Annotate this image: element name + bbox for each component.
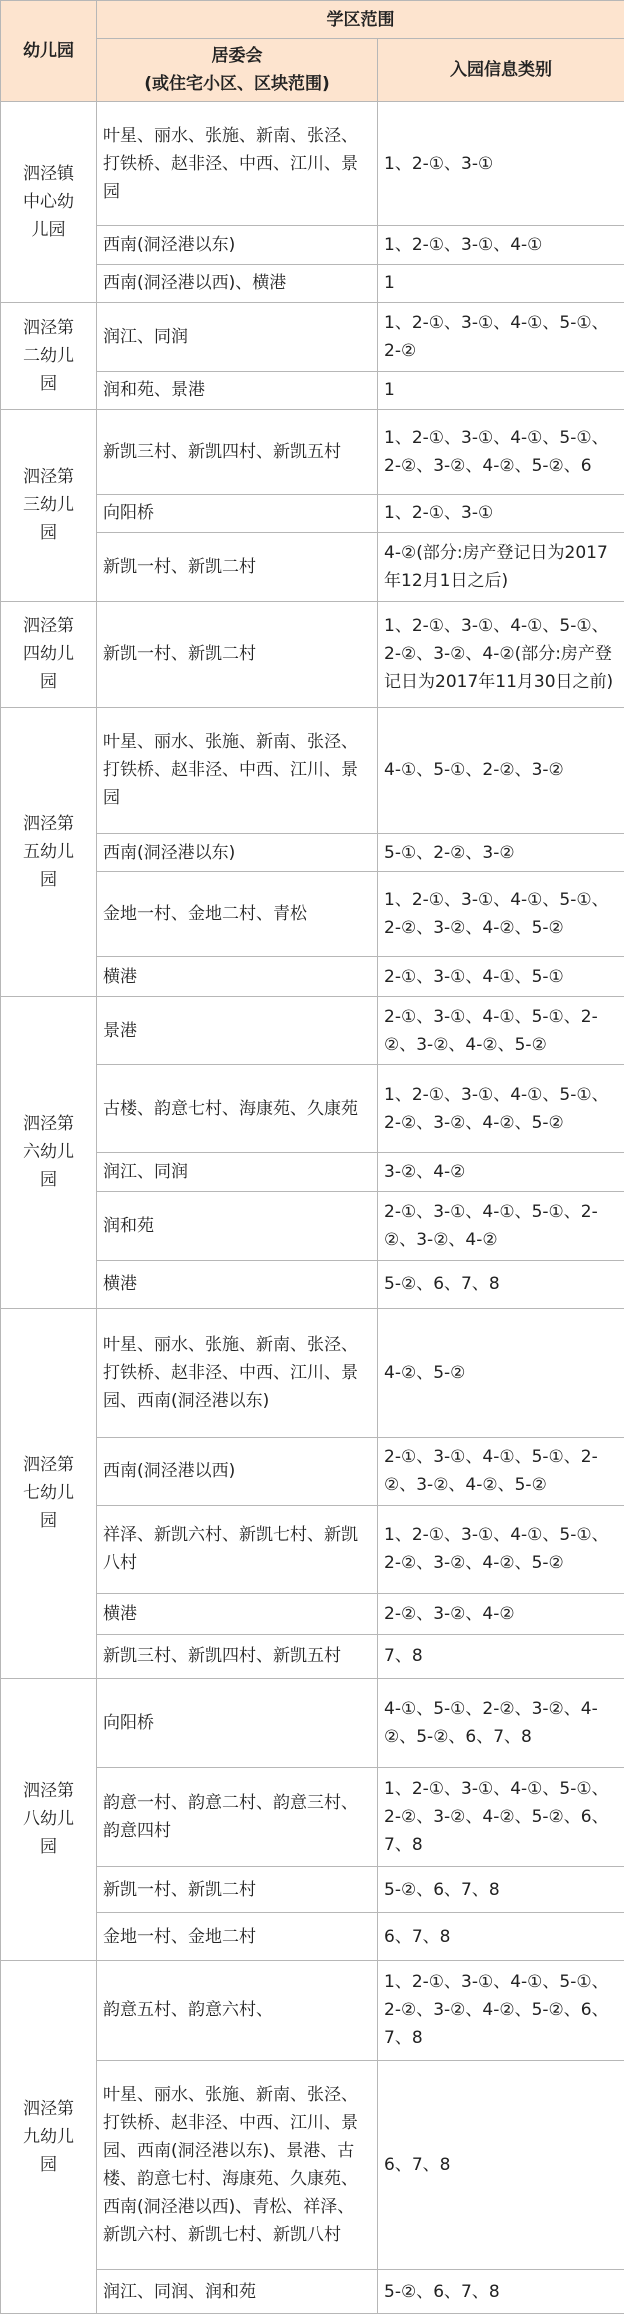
category-cell: 1、2-①、3-①、4-①、5-①、2-②、3-②、4-②、5-②、6 bbox=[378, 409, 624, 494]
category-cell: 2-①、3-①、4-①、5-①、2-②、3-②、4-② bbox=[378, 1192, 624, 1261]
kindergarten-name: 泗泾镇中心幼儿园 bbox=[1, 102, 97, 303]
kindergarten-name: 泗泾第四幼儿园 bbox=[1, 601, 97, 707]
region-cell: 叶星、丽水、张施、新南、张泾、打铁桥、赵非泾、中西、江川、景园、西南(洞泾港以东)、景港、古楼、韵意七村、海康苑、久康苑、西南(洞泾港以西)、青松、祥泽、新凯六村、新凯七村、新凯八村 bbox=[97, 2060, 378, 2270]
region-cell: 祥泽、新凯六村、新凯七村、新凯八村 bbox=[97, 1506, 378, 1593]
category-cell: 7、8 bbox=[378, 1635, 624, 1679]
category-cell: 5-①、2-②、3-② bbox=[378, 834, 624, 872]
category-cell: 2-①、3-①、4-①、5-① bbox=[378, 957, 624, 996]
category-cell: 6、7、8 bbox=[378, 1913, 624, 1961]
kindergarten-name: 泗泾第三幼儿园 bbox=[1, 409, 97, 601]
table-row bbox=[1, 707, 624, 834]
category-cell: 1、2-①、3-①、4-①、5-①、2-②、3-②、4-②、5-②、6、7、8 bbox=[378, 1961, 624, 2060]
category-cell: 2-②、3-②、4-② bbox=[378, 1593, 624, 1634]
category-cell: 1、2-①、3-①、4-①、5-①、2-②、3-②、4-②、5-②、6、7、8 bbox=[378, 1768, 624, 1867]
category-cell: 1、2-①、3-① bbox=[378, 494, 624, 532]
region-cell: 西南(洞泾港以西) bbox=[97, 1437, 378, 1506]
category-cell: 1、2-①、3-①、4-①、5-①、2-②、3-②、4-②(部分:房产登记日为2017年11月30日之前) bbox=[378, 601, 624, 707]
category-cell: 4-②(部分:房产登记日为2017年12月1日之后) bbox=[378, 532, 624, 601]
category-cell: 4-①、5-①、2-②、3-②、4-②、5-②、6、7、8 bbox=[378, 1678, 624, 1767]
category-cell: 2-①、3-①、4-①、5-①、2-②、3-②、4-②、5-② bbox=[378, 996, 624, 1065]
region-cell: 叶星、丽水、张施、新南、张泾、打铁桥、赵非泾、中西、江川、景园 bbox=[97, 102, 378, 226]
table-row bbox=[1, 102, 624, 226]
region-cell: 金地一村、金地二村、青松 bbox=[97, 872, 378, 957]
region-cell: 西南(洞泾港以东) bbox=[97, 226, 378, 264]
header-district: 学区范围 bbox=[97, 1, 624, 39]
region-cell: 润江、同润、润和苑 bbox=[97, 2270, 378, 2314]
region-cell: 叶星、丽水、张施、新南、张泾、打铁桥、赵非泾、中西、江川、景园 bbox=[97, 707, 378, 834]
region-cell: 润江、同润 bbox=[97, 1152, 378, 1191]
header-committee-line2: (或住宅小区、区块范围) bbox=[144, 74, 330, 94]
region-cell: 西南(洞泾港以东) bbox=[97, 834, 378, 872]
region-cell: 景港 bbox=[97, 996, 378, 1065]
region-cell: 向阳桥 bbox=[97, 494, 378, 532]
category-cell: 5-②、6、7、8 bbox=[378, 1867, 624, 1913]
table-body bbox=[1, 102, 624, 2314]
category-cell: 1 bbox=[378, 264, 624, 302]
header-committee-line1: 居委会 bbox=[211, 46, 263, 66]
category-cell: 1、2-①、3-①、4-①、5-①、2-②、3-②、4-②、5-② bbox=[378, 872, 624, 957]
kindergarten-name: 泗泾第七幼儿园 bbox=[1, 1308, 97, 1678]
region-cell: 新凯三村、新凯四村、新凯五村 bbox=[97, 1635, 378, 1679]
region-cell: 金地一村、金地二村 bbox=[97, 1913, 378, 1961]
table-row bbox=[1, 1308, 624, 1437]
region-cell: 润江、同润 bbox=[97, 302, 378, 371]
region-cell: 横港 bbox=[97, 1593, 378, 1634]
header-kindergarten: 幼儿园 bbox=[1, 1, 97, 102]
kindergarten-name: 泗泾第二幼儿园 bbox=[1, 302, 97, 409]
region-cell: 润和苑 bbox=[97, 1192, 378, 1261]
category-cell: 5-②、6、7、8 bbox=[378, 2270, 624, 2314]
region-cell: 古楼、韵意七村、海康苑、久康苑 bbox=[97, 1065, 378, 1152]
category-cell: 4-①、5-①、2-②、3-② bbox=[378, 707, 624, 834]
category-cell: 1、2-①、3-①、4-①、5-①、2-②、3-②、4-②、5-② bbox=[378, 1065, 624, 1152]
region-cell: 叶星、丽水、张施、新南、张泾、打铁桥、赵非泾、中西、江川、景园、西南(洞泾港以东) bbox=[97, 1308, 378, 1437]
region-cell: 韵意一村、韵意二村、韵意三村、韵意四村 bbox=[97, 1768, 378, 1867]
kindergarten-name: 泗泾第八幼儿园 bbox=[1, 1678, 97, 1961]
region-cell: 新凯一村、新凯二村 bbox=[97, 601, 378, 707]
header-committee bbox=[97, 39, 378, 102]
region-cell: 润和苑、景港 bbox=[97, 371, 378, 409]
kindergarten-name: 泗泾第六幼儿园 bbox=[1, 996, 97, 1308]
table-row bbox=[1, 1678, 624, 1767]
category-cell: 1、2-①、3-①、4-① bbox=[378, 226, 624, 264]
kindergarten-name: 泗泾第五幼儿园 bbox=[1, 707, 97, 996]
table-row bbox=[1, 601, 624, 707]
region-cell: 向阳桥 bbox=[97, 1678, 378, 1767]
table-row bbox=[1, 1961, 624, 2060]
category-cell: 4-②、5-② bbox=[378, 1308, 624, 1437]
category-cell: 3-②、4-② bbox=[378, 1152, 624, 1191]
category-cell: 1 bbox=[378, 371, 624, 409]
category-cell: 6、7、8 bbox=[378, 2060, 624, 2270]
region-cell: 横港 bbox=[97, 957, 378, 996]
category-cell: 2-①、3-①、4-①、5-①、2-②、3-②、4-②、5-② bbox=[378, 1437, 624, 1506]
kindergarten-name: 泗泾第九幼儿园 bbox=[1, 1961, 97, 2314]
region-cell: 新凯三村、新凯四村、新凯五村 bbox=[97, 409, 378, 494]
table-row bbox=[1, 302, 624, 371]
region-cell: 横港 bbox=[97, 1260, 378, 1308]
region-cell: 新凯一村、新凯二村 bbox=[97, 532, 378, 601]
table-row bbox=[1, 409, 624, 494]
category-cell: 1、2-①、3-①、4-①、5-①、2-② bbox=[378, 302, 624, 371]
region-cell: 韵意五村、韵意六村、 bbox=[97, 1961, 378, 2060]
region-cell: 西南(洞泾港以西)、横港 bbox=[97, 264, 378, 302]
region-cell: 新凯一村、新凯二村 bbox=[97, 1867, 378, 1913]
category-cell: 1、2-①、3-① bbox=[378, 102, 624, 226]
category-cell: 5-②、6、7、8 bbox=[378, 1260, 624, 1308]
header-category: 入园信息类别 bbox=[378, 39, 624, 102]
category-cell: 1、2-①、3-①、4-①、5-①、2-②、3-②、4-②、5-② bbox=[378, 1506, 624, 1593]
table-row bbox=[1, 996, 624, 1065]
